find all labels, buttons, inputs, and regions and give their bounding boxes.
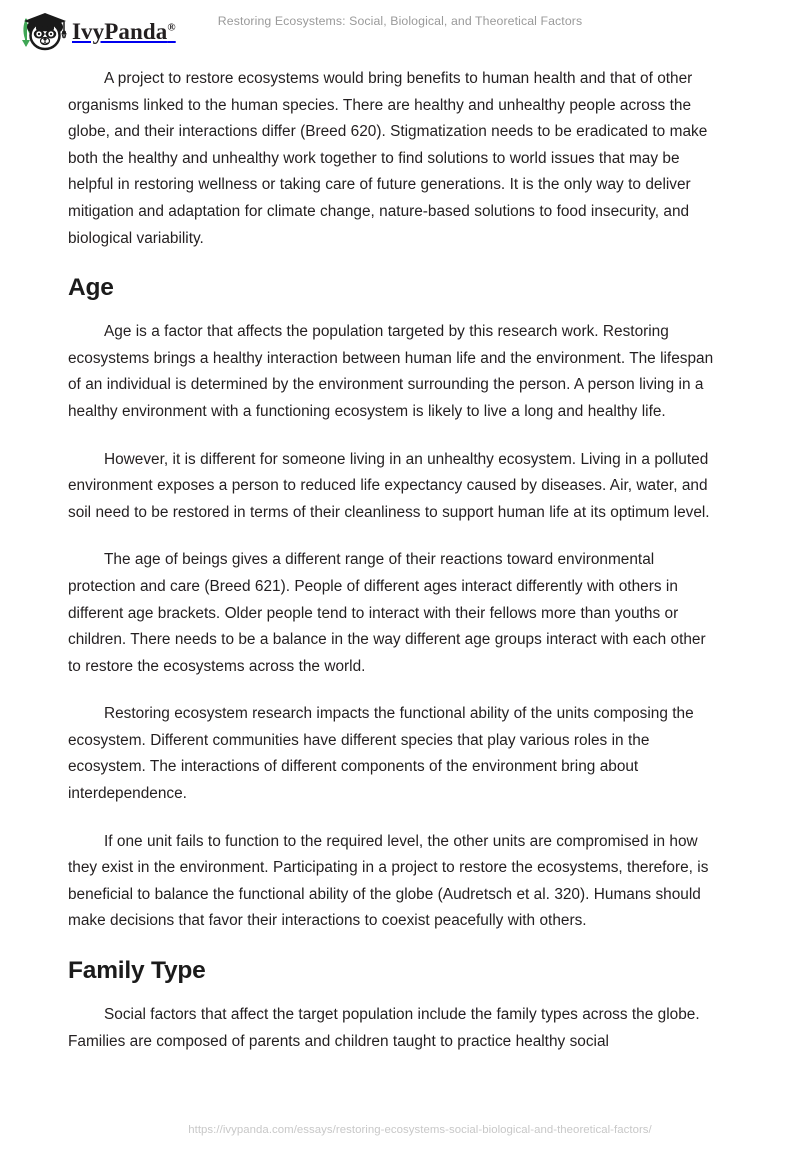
paragraph: However, it is different for someone living in an unhealthy ecosystem. Living in a polluted environment exposes a person to reduced life expectancy caused by diseases. Air, water, and soil need to be restored in terms of their cleanliness to support human life at its optimum level. <box>68 450 710 521</box>
paragraph: A project to restore ecosystems would bring benefits to human health and that of other organisms linked to the human species. There are healthy and unhealthy people across the globe, and their interactions differ (Breed 620). Stigmatization needs to be eradicated to make both the healthy and unhealthy work together to find solutions to world issues that may be helpful in restoring wellness or taking care of future generations. It is the only way to deliver mitigation and adaptation for climate change, nature-based solutions to food insecurity, and biological variability. <box>68 70 708 247</box>
brand-name-text: IvyPanda <box>72 18 168 44</box>
section-heading-family-type: Family Type <box>68 957 206 985</box>
document-header-title: Restoring Ecosystems: Social, Biological, and Theoretical Factors <box>217 14 583 28</box>
page-footer <box>0 1120 800 1138</box>
registered-trademark-icon: ® <box>167 20 176 33</box>
page-header <box>0 0 800 62</box>
paragraph: Social factors that affect the target population include the family types across the globe. Families are composed of parents and children taught to practice healthy social <box>68 1006 700 1050</box>
document-body <box>68 66 722 1076</box>
paragraph: Restoring ecosystem research impacts the functional ability of the units composing the ecosystem. Different communities have different species that play various roles in the ecosystem. The interactions of different components of the environment bring about interdependence. <box>68 705 694 803</box>
paragraph: If one unit fails to function to the required level, the other units are compromised in how they exist in the environment. Participating in a project to restore the ecosystems, therefore, is beneficial to balance the functional ability of the globe (Audretsch et al. 320). Humans should make decisions that favor their interactions to coexist peacefully with others. <box>68 832 709 930</box>
footer-source-url[interactable]: https://ivypanda.com/essays/restoring-ecosystems-social-biological-and-theoretical-factors/ <box>188 1124 652 1136</box>
paragraph: Age is a factor that affects the population targeted by this research work. Restoring ecosystems brings a healthy interaction between human life and the environment. The lifespan of an individual is determined by the environment surrounding the person. A person living in a healthy environment with a functioning ecosystem is likely to live a long and healthy life. <box>68 323 714 420</box>
paragraph: The age of beings gives a different range of their reactions toward environmental protection and care (Breed 621). People of different ages interact differently with others in different age brackets. Older people tend to interact with their fellows more than youths or children. There needs to be a balance in the way different age groups interact with each other to restore the ecosystems across the world. <box>68 551 706 675</box>
section-heading-age: Age <box>68 274 114 302</box>
